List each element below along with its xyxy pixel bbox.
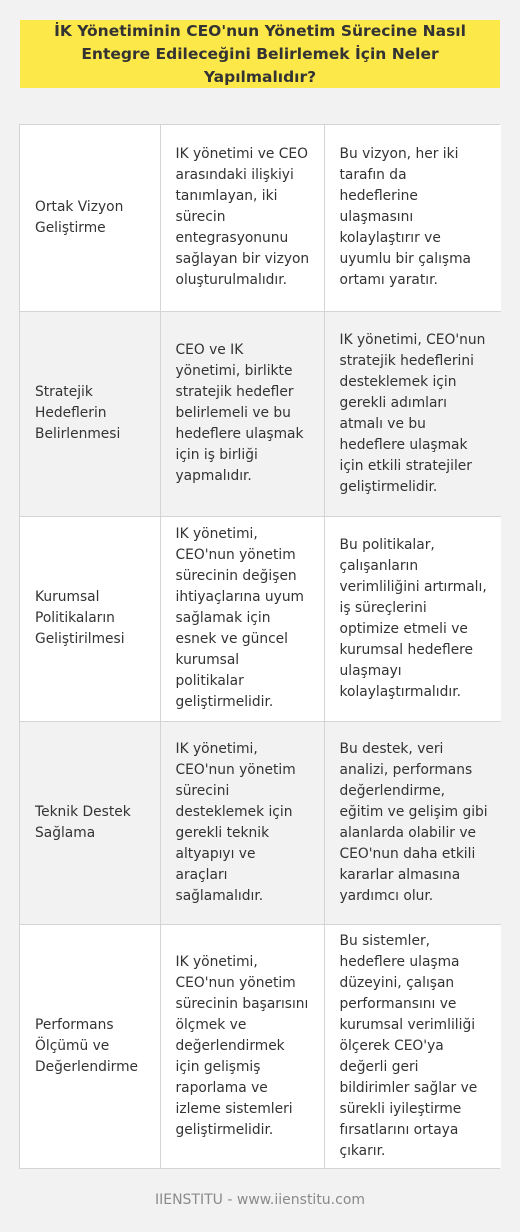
row-benefit-cell: Bu vizyon, her iki tarafın da hedeflerine ulaşmasını kolaylaştırır ve uyumlu bir çalışma ortamı yaratır. [324, 125, 501, 311]
row-action-cell: IK yönetimi ve CEO arasındaki ilişkiyi tanımlayan, iki sürecin entegrasyonunu sağlayan bir vizyon oluşturulmalıdır. [160, 125, 324, 311]
row-topic-cell: Kurumsal Politikaların Geliştirilmesi [20, 516, 160, 721]
row-topic-cell: Ortak Vizyon Geliştirme [20, 125, 160, 311]
row-benefit-cell: IK yönetimi, CEO'nun stratejik hedeflerini desteklemek için gerekli adımları atmalı ve bu hedeflere ulaşmak için etkili stratejiler geliştirmelidir. [324, 311, 501, 516]
title-banner [20, 20, 500, 88]
content-table [19, 124, 500, 1169]
footer-credit: IIENSTITU - www.iienstitu.com [154, 1192, 366, 1208]
page-title: İK Yönetiminin CEO'nun Yönetim Sürecine Nasıl Entegre Edileceğini Belirlemek İçin Neler Yapılmalıdır? [54, 21, 466, 86]
row-topic-cell: Performans Ölçümü ve Değerlendirme [20, 924, 160, 1168]
row-topic-cell: Teknik Destek Sağlama [20, 721, 160, 924]
table-row [20, 516, 501, 721]
table-row [20, 311, 501, 516]
row-benefit-cell: Bu sistemler, hedeflere ulaşma düzeyini, çalışan performansını ve kurumsal verimliliği ölçerek CEO'ya değerli geri bildirimler sağlar ve sürekli iyileştirme fırsatlarını ortaya çıkarır. [324, 924, 501, 1168]
table-row [20, 924, 501, 1168]
row-benefit-cell: Bu destek, veri analizi, performans değerlendirme, eğitim ve gelişim gibi alanlarda olabilir ve CEO'nun daha etkili kararlar almasına yardımcı olur. [324, 721, 501, 924]
row-topic-cell: Stratejik Hedeflerin Belirlenmesi [20, 311, 160, 516]
row-action-cell: IK yönetimi, CEO'nun yönetim sürecini desteklemek için gerekli teknik altyapıyı ve araçları sağlamalıdır. [160, 721, 324, 924]
row-action-cell: IK yönetimi, CEO'nun yönetim sürecinin değişen ihtiyaçlarına uyum sağlamak için esnek ve güncel kurumsal politikalar geliştirmelidir. [160, 516, 324, 721]
row-benefit-cell: Bu politikalar, çalışanların verimliliğini artırmalı, iş süreçlerini optimize etmeli ve kurumsal hedeflere ulaşmayı kolaylaştırmalıdır. [324, 516, 501, 721]
table-row [20, 721, 501, 924]
row-action-cell: IK yönetimi, CEO'nun yönetim sürecinin başarısını ölçmek ve değerlendirmek için gelişmiş raporlama ve izleme sistemleri geliştirmelidir. [160, 924, 324, 1168]
row-action-cell: CEO ve IK yönetimi, birlikte stratejik hedefler belirlemeli ve bu hedeflere ulaşmak için iş birliği yapmalıdır. [160, 311, 324, 516]
table-row [20, 125, 501, 311]
